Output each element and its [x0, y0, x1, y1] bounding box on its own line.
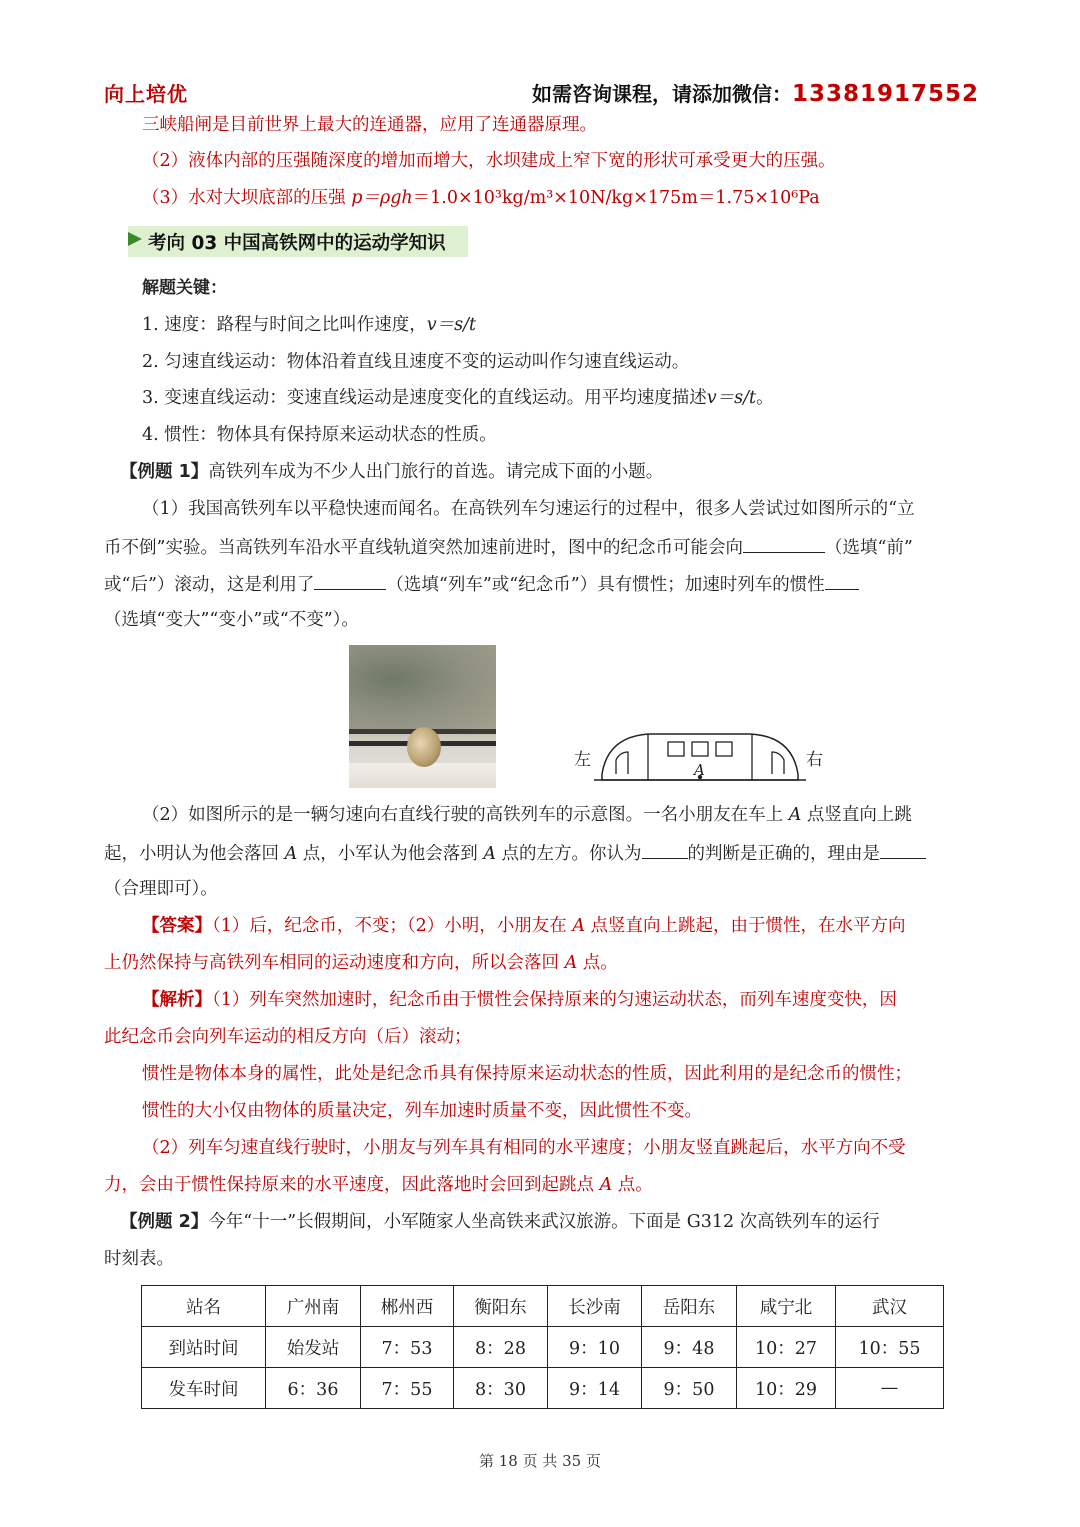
analysis-label: 【解析】 [142, 990, 212, 1010]
ex1-q1-l2-end: （选填“前” [824, 538, 913, 558]
ex1-q2-l2-point-1: A [284, 844, 298, 864]
table-cell: 10：29 [737, 1368, 836, 1409]
ex1-analysis-line-6 [104, 1173, 653, 1197]
ex1-analysis-line-3: 惯性是物体本身的属性，此处是纪念币具有保持原来运动状态的性质，因此利用的是纪念币的惯性； [142, 1064, 912, 1084]
photo-background [349, 645, 496, 729]
key-point-3-text: 3. 变速直线运动：变速直线运动是速度变化的直线运动。用平均速度描述 [142, 388, 707, 408]
key-point-3-formula: v＝s/t [706, 388, 757, 408]
prev-answer-3-formula: p＝ρgh [351, 188, 413, 208]
table-cell: — [836, 1368, 944, 1409]
ex1-answer-1a: （1）后，纪念币，不变；（2）小明，小朋友在 [212, 916, 573, 936]
key-point-2: 2. 匀速直线运动：物体沿着直线且速度不变的运动叫作匀速直线运动。 [142, 352, 690, 372]
triangle-marker-icon [128, 232, 142, 246]
answer-blank-5[interactable] [880, 840, 926, 859]
table-cell: 衡阳东 [454, 1286, 548, 1327]
contact-info [532, 78, 979, 107]
answer-blank-4[interactable] [642, 840, 688, 859]
prev-answer-line-3 [142, 186, 820, 210]
ex1-analysis-6c: 点。 [612, 1175, 653, 1195]
key-point-4: 4. 惯性：物体具有保持原来运动状态的性质。 [142, 425, 497, 445]
example-2-label: 【例题 2】 [120, 1212, 209, 1232]
answer-blank-3[interactable] [825, 571, 859, 590]
train-label-left: 左 [574, 750, 591, 770]
table-cell: 7：55 [361, 1368, 454, 1409]
table-cell: 广州南 [266, 1286, 361, 1327]
key-heading: 解题关键： [142, 278, 227, 298]
train-timetable [141, 1285, 944, 1409]
key-point-1 [142, 313, 476, 337]
table-cell: 9：14 [548, 1368, 642, 1409]
answer-blank-2[interactable] [314, 571, 386, 590]
example-1-intro-text: 高铁列车成为不少人出门旅行的首选。请完成下面的小题。 [208, 462, 664, 482]
ex1-q2-l2-c: 点，小军认为他会落到 [297, 844, 484, 864]
ex1-q1-line-4: （选填“变大”“变小”或“不变”）。 [104, 610, 359, 630]
ex1-q2-l2-f: 的判断是正确的，理由是 [687, 844, 881, 864]
train-point-a-label: A [694, 761, 705, 779]
key-point-1-formula: v＝s/t [426, 315, 477, 335]
example-2-line-1 [120, 1210, 880, 1234]
contact-prefix: 如需咨询课程，请添加微信： [532, 82, 792, 106]
table-cell: 8：28 [454, 1327, 548, 1368]
ex1-answer-2-point: A [564, 953, 578, 973]
ex1-q1-line-1: （1）我国高铁列车以平稳快速而闻名。在高铁列车匀速运行的过程中，很多人尝试过如图所示的“立 [142, 499, 915, 519]
example-1-label: 【例题 1】 [120, 462, 209, 482]
ex1-answer-line-1 [142, 914, 906, 938]
train-label-right: 右 [806, 750, 823, 770]
table-cell: 9：50 [642, 1368, 737, 1409]
ex1-q1-l2-text: 币不倒”实验。当高铁列车沿水平直线轨道突然加速前进时，图中的纪念币可能会向 [104, 538, 743, 558]
ex1-q2-line-3: （合理即可）。 [104, 879, 218, 899]
table-cell: 岳阳东 [642, 1286, 737, 1327]
table-cell: 7：53 [361, 1327, 454, 1368]
table-cell: 咸宁北 [737, 1286, 836, 1327]
ex1-q1-line-3 [104, 571, 859, 597]
table-header-cell: 站名 [142, 1286, 266, 1327]
ex1-analysis-1-text: （1）列车突然加速时，纪念币由于惯性会保持原来的匀速运动状态，而列车速度变快，因 [212, 990, 897, 1010]
table-header-cell: 发车时间 [142, 1368, 266, 1409]
table-cell: 10：27 [737, 1327, 836, 1368]
prev-answer-line-2: （2）液体内部的压强随深度的增加而增大，水坝建成上窄下宽的形状可承受更大的压强。 [142, 151, 836, 171]
ex1-q1-l3-text: 或“后”）滚动，这是利用了 [104, 575, 315, 595]
ex1-q2-l2-point-2: A [483, 844, 496, 864]
ex1-answer-line-2 [104, 951, 618, 975]
wechat-phone: 13381917552 [792, 81, 980, 107]
table-cell: 长沙南 [548, 1286, 642, 1327]
section-title: 考向 03 中国高铁网中的运动学知识 [148, 233, 446, 254]
ex1-q1-line-2 [104, 534, 913, 560]
ex1-q2-l1-text: （2）如图所示的是一辆匀速向右直线行驶的高铁列车的示意图。一名小朋友在车上 [142, 805, 789, 825]
coin-standing-photo [349, 645, 496, 788]
brand-name: 向上培优 [104, 82, 188, 106]
ex1-analysis-line-4: 惯性的大小仅由物体的质量决定，列车加速时质量不变，因此惯性不变。 [142, 1101, 702, 1121]
ex1-analysis-6a: 力，会由于惯性保持原来的水平速度，因此落地时会回到起跳点 [104, 1175, 600, 1195]
ex1-analysis-line-2: 此纪念币会向列车运动的相反方向（后）滚动； [104, 1027, 472, 1047]
page-number-footer: 第 18 页 共 35 页 [478, 1452, 601, 1470]
answer-blank-1[interactable] [743, 534, 825, 553]
ex1-q2-line-2 [104, 840, 926, 866]
table-header-cell: 到站时间 [142, 1327, 266, 1368]
ex1-q2-l2-e: 点的左方。你认为 [495, 844, 642, 864]
prev-answer-3a: （3）水对大坝底部的压强 [142, 188, 352, 208]
ex1-q2-l1-point: A [788, 805, 802, 825]
ex1-analysis-line-1 [142, 988, 897, 1012]
table-cell: 始发站 [266, 1327, 361, 1368]
ex1-q2-l1-end: 点竖直向上跳 [801, 805, 912, 825]
key-point-3 [142, 386, 774, 410]
ex1-answer-2c: 点。 [577, 953, 618, 973]
answer-label: 【答案】 [142, 916, 212, 936]
table-cell: 武汉 [836, 1286, 944, 1327]
ex1-answer-2a: 上仍然保持与高铁列车相同的运动速度和方向，所以会落回 [104, 953, 565, 973]
table-cell: 郴州西 [361, 1286, 454, 1327]
table-cell: 10：55 [836, 1327, 944, 1368]
example-2-line-1-text: 今年“十一”长假期间，小军随家人坐高铁来武汉旅游。下面是 G312 次高铁列车的运行 [208, 1212, 880, 1232]
coin-icon [407, 727, 441, 767]
table-cell: 8：30 [454, 1368, 548, 1409]
ex1-answer-1-point: A [572, 916, 585, 936]
example-2-line-2: 时刻表。 [104, 1249, 174, 1269]
key-point-1-text: 1. 速度：路程与时间之比叫作速度， [142, 315, 427, 335]
table-cell: 6：36 [266, 1368, 361, 1409]
ex1-q2-line-1 [142, 803, 912, 827]
table-cell: 9：48 [642, 1327, 737, 1368]
table-row-arrival [142, 1327, 944, 1368]
ex1-answer-1c: 点竖直向上跳起，由于惯性，在水平方向 [584, 916, 906, 936]
prev-answer-3c: ＝1.0×10³kg/m³×10N/kg×175m＝1.75×10⁶Pa [412, 188, 820, 208]
example-1-intro [120, 460, 663, 484]
ex1-q1-l3-end: （选填“列车”或“纪念币”）具有惯性；加速时列车的惯性 [386, 575, 825, 595]
table-cell: 9：10 [548, 1327, 642, 1368]
prev-answer-line-1: 三峡船闸是目前世界上最大的连通器，应用了连通器原理。 [142, 115, 597, 135]
table-row-departure [142, 1368, 944, 1409]
ex1-analysis-line-5: （2）列车匀速直线行驶时，小朋友与列车具有相同的水平速度；小朋友竖直跳起后，水平方向不受 [142, 1138, 906, 1158]
train-diagram [570, 726, 840, 796]
ex1-q2-l2-a: 起，小明认为他会落回 [104, 844, 285, 864]
table-row-station [142, 1286, 944, 1327]
ex1-analysis-6-point: A [599, 1175, 613, 1195]
key-point-3-end: 。 [756, 388, 774, 408]
